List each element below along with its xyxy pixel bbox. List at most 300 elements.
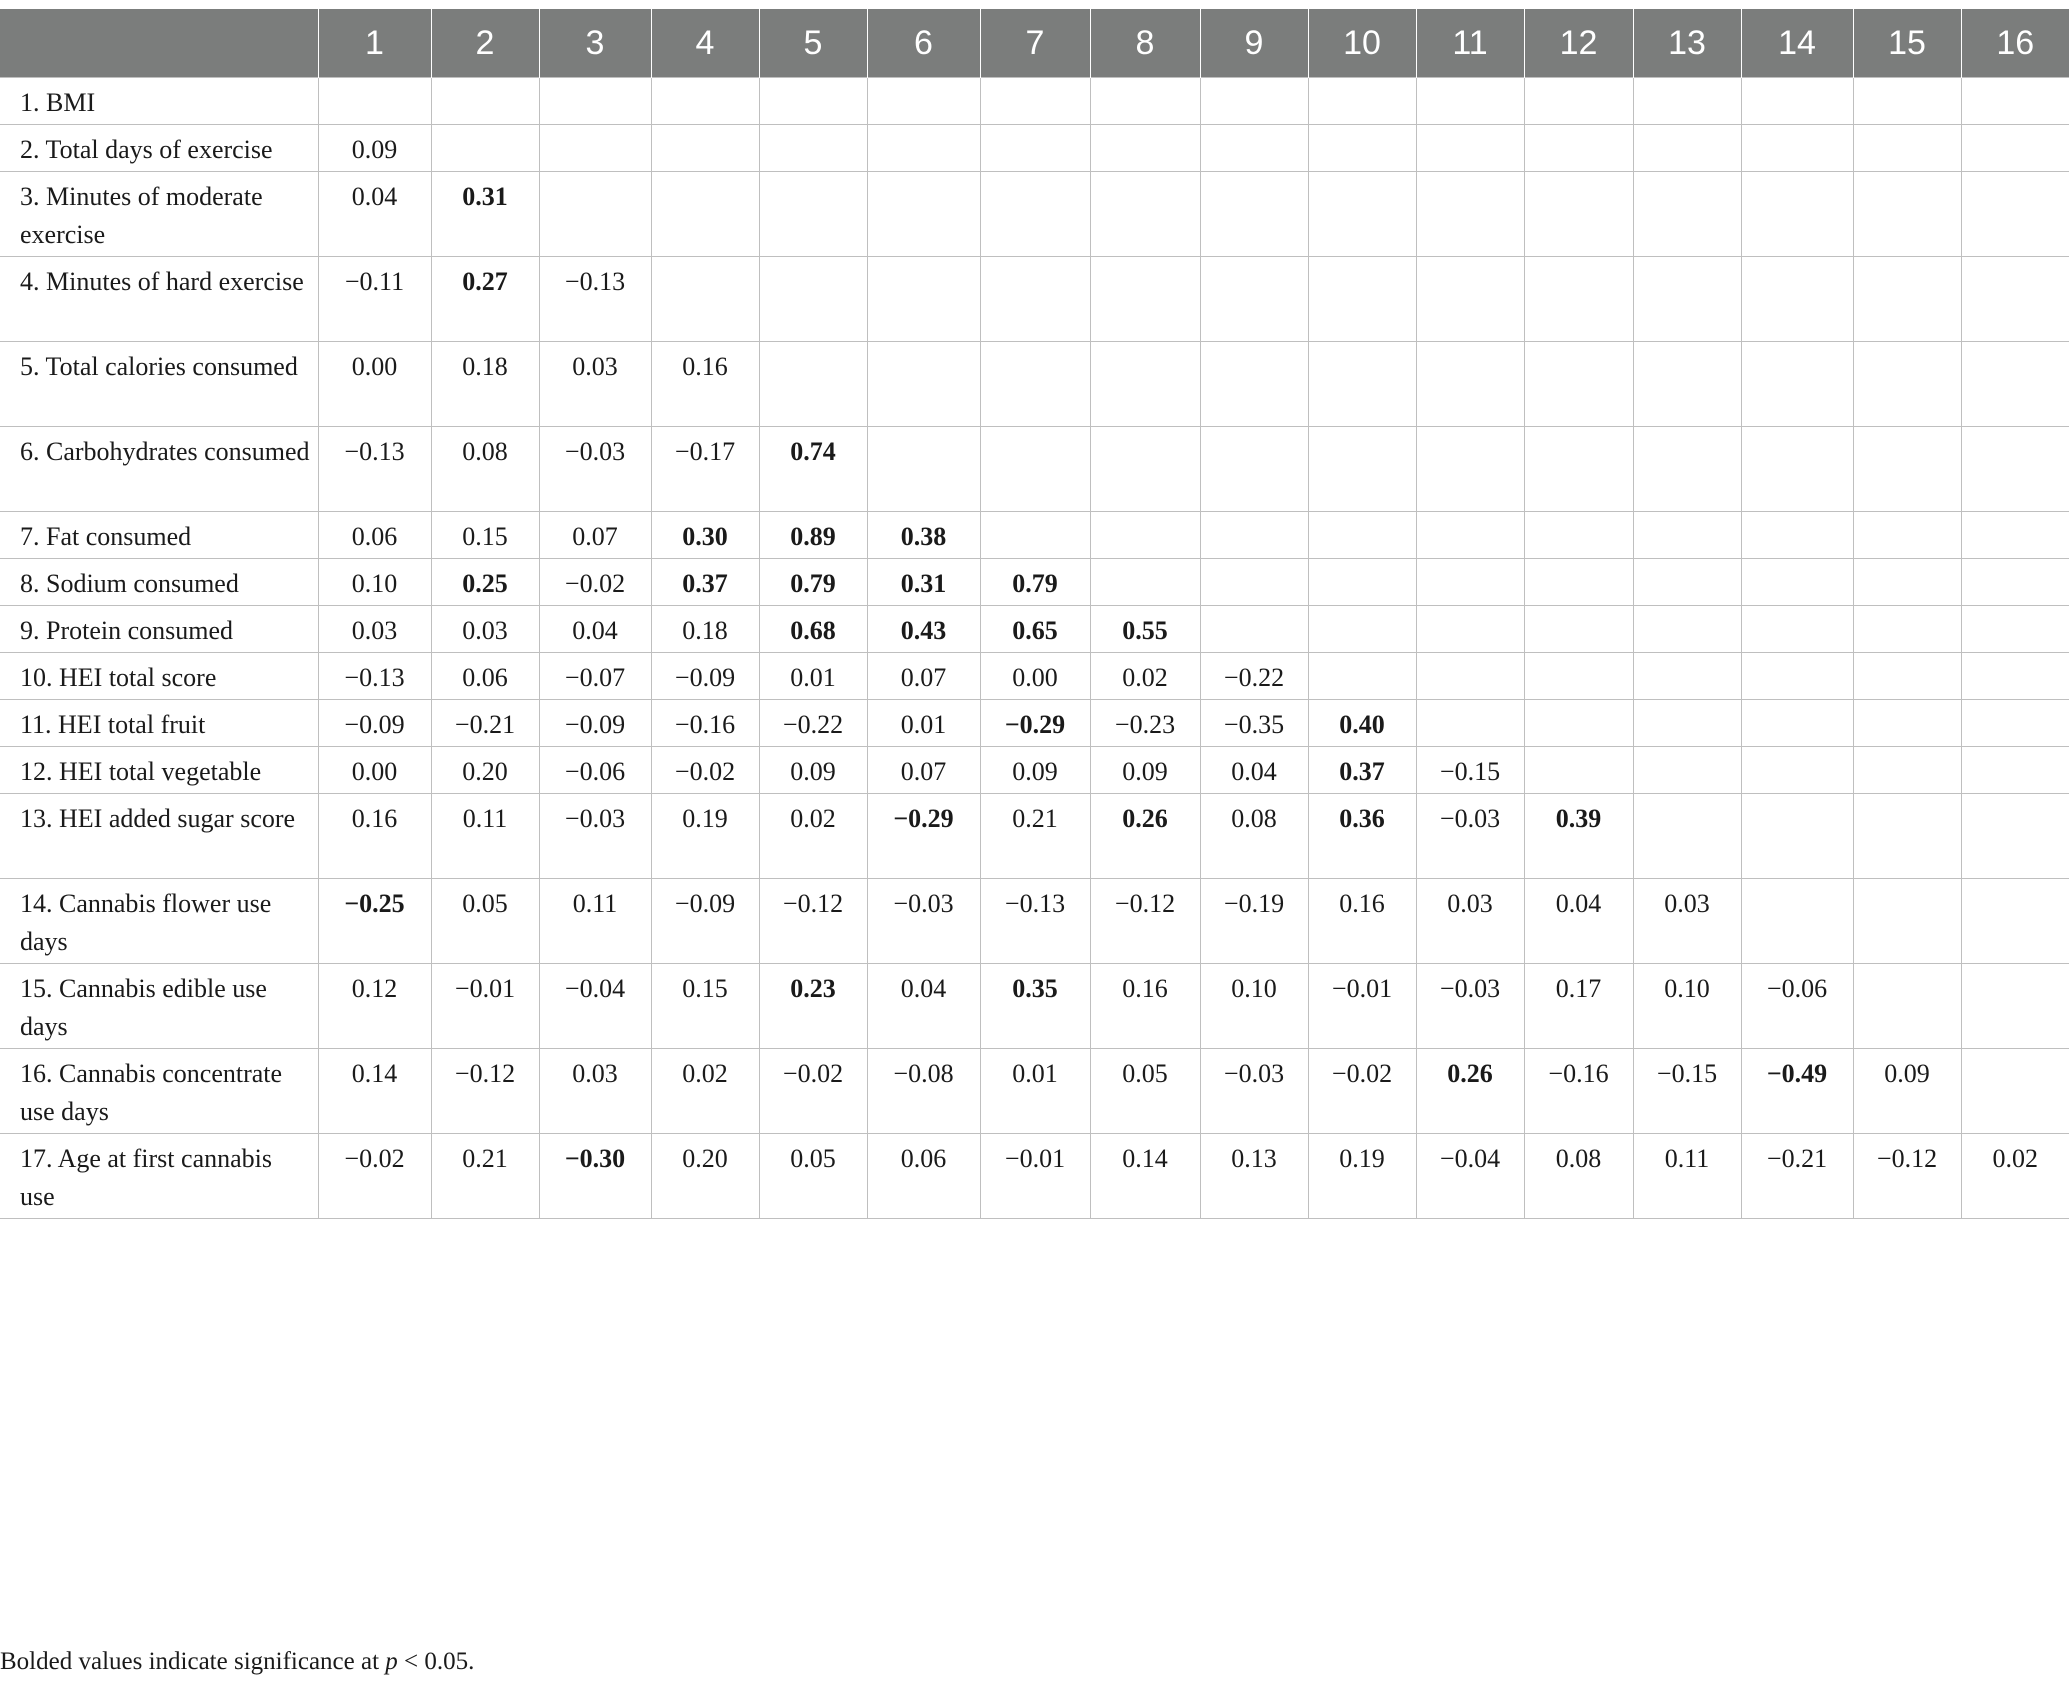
cell-value: 0.14: [1122, 1144, 1168, 1173]
cell-value: 0.06: [900, 1144, 947, 1173]
empty-cell: [1633, 427, 1741, 512]
empty-cell: [651, 125, 759, 172]
cell-value: 0.13: [1231, 1144, 1277, 1173]
table-cell: [318, 879, 431, 964]
cell-value: 0.03: [351, 616, 398, 645]
cell-value: 0.16: [1122, 974, 1168, 1003]
table-cell: [1200, 653, 1308, 700]
empty-cell: [1090, 172, 1200, 257]
empty-cell: [1524, 257, 1633, 342]
cell-value: 0.06: [462, 663, 508, 692]
table-cell: [539, 342, 651, 427]
cell-value: 0.09: [1012, 757, 1058, 786]
row-label: 8. Sodium consumed: [0, 559, 318, 606]
cell-value: −0.12: [454, 1059, 516, 1088]
cell-value: −0.23: [1114, 710, 1176, 739]
table-cell: [539, 1134, 651, 1219]
cell-value: 0.05: [462, 889, 508, 918]
empty-cell: [1961, 125, 2069, 172]
empty-cell: [1633, 794, 1741, 879]
empty-cell: [1741, 78, 1853, 125]
empty-cell: [980, 125, 1090, 172]
empty-cell: [1524, 747, 1633, 794]
header-cell-5: 5: [759, 9, 867, 78]
empty-cell: [1853, 257, 1961, 342]
empty-cell: [1524, 512, 1633, 559]
table-cell: [1633, 1134, 1741, 1219]
empty-cell: [1961, 342, 2069, 427]
empty-cell: [1308, 78, 1416, 125]
table-cell: [867, 653, 980, 700]
empty-cell: [1961, 559, 2069, 606]
table-cell: [318, 1134, 431, 1219]
table-cell: [1633, 1049, 1741, 1134]
empty-cell: [1416, 125, 1524, 172]
table-row: [0, 747, 2069, 794]
table-cell: [1090, 794, 1200, 879]
header-cell-4: 4: [651, 9, 759, 78]
empty-cell: [1524, 559, 1633, 606]
header-cell-10: 10: [1308, 9, 1416, 78]
empty-cell: [1090, 125, 1200, 172]
empty-cell: [1741, 427, 1853, 512]
cell-value: 0.03: [572, 352, 618, 381]
cell-value: 0.04: [900, 974, 947, 1003]
empty-cell: [759, 125, 867, 172]
header-cell-1: 1: [318, 9, 431, 78]
empty-cell: [1633, 257, 1741, 342]
empty-cell: [539, 125, 651, 172]
cell-value: −0.03: [1439, 804, 1501, 833]
cell-value: 0.19: [682, 804, 728, 833]
cell-value: 0.07: [900, 757, 947, 786]
empty-cell: [1741, 879, 1853, 964]
empty-cell: [867, 427, 980, 512]
table-row: [0, 794, 2069, 879]
cell-value: −0.13: [344, 663, 405, 692]
cell-value: −0.13: [1004, 889, 1066, 918]
table-cell: [431, 794, 539, 879]
empty-cell: [1200, 427, 1308, 512]
row-label: 2. Total days of exercise: [0, 125, 318, 172]
table-cell: [1308, 879, 1416, 964]
table-cell: [539, 257, 651, 342]
row-label: 9. Protein consumed: [0, 606, 318, 653]
row-label: 7. Fat consumed: [0, 512, 318, 559]
table-cell: [1200, 964, 1308, 1049]
empty-cell: [1741, 512, 1853, 559]
table-cell: [539, 964, 651, 1049]
table-cell: [1961, 1134, 2069, 1219]
table-row: [0, 1049, 2069, 1134]
empty-cell: [539, 78, 651, 125]
empty-cell: [1416, 427, 1524, 512]
empty-cell: [1961, 78, 2069, 125]
table-cell: [1524, 1134, 1633, 1219]
empty-cell: [1200, 125, 1308, 172]
table-cell: [431, 257, 539, 342]
header-row: [0, 9, 2069, 78]
empty-cell: [1633, 125, 1741, 172]
empty-cell: [1416, 606, 1524, 653]
empty-cell: [1633, 512, 1741, 559]
table-row: [0, 78, 2069, 125]
empty-cell: [759, 172, 867, 257]
cell-value: 0.11: [1664, 1144, 1710, 1173]
empty-cell: [980, 512, 1090, 559]
cell-value: −0.02: [1331, 1059, 1393, 1088]
empty-cell: [759, 78, 867, 125]
cell-value: 0.01: [900, 710, 947, 739]
table-cell: [318, 342, 431, 427]
empty-cell: [1416, 172, 1524, 257]
cell-value: 0.19: [1339, 1144, 1385, 1173]
empty-cell: [759, 257, 867, 342]
cell-value: 0.21: [462, 1144, 508, 1173]
empty-cell: [1633, 559, 1741, 606]
cell-value: 0.00: [351, 757, 398, 786]
table-cell: [867, 700, 980, 747]
table-cell: [651, 342, 759, 427]
table-cell: [1090, 1134, 1200, 1219]
significant-value: 0.31: [462, 182, 508, 211]
empty-cell: [1090, 512, 1200, 559]
table-cell: [1308, 964, 1416, 1049]
empty-cell: [1200, 257, 1308, 342]
empty-cell: [1741, 794, 1853, 879]
table-cell: [980, 606, 1090, 653]
cell-value: −0.13: [344, 437, 405, 466]
empty-cell: [1961, 794, 2069, 879]
significant-value: 0.55: [1122, 616, 1168, 645]
empty-cell: [1853, 653, 1961, 700]
empty-cell: [1524, 125, 1633, 172]
empty-cell: [1416, 559, 1524, 606]
table-cell: [539, 879, 651, 964]
significant-value: 0.38: [900, 522, 947, 551]
empty-cell: [1741, 747, 1853, 794]
table-cell: [1090, 700, 1200, 747]
empty-cell: [1308, 172, 1416, 257]
table-cell: [318, 427, 431, 512]
cell-value: 0.11: [572, 889, 618, 918]
header-cell-9: 9: [1200, 9, 1308, 78]
table-cell: [1524, 879, 1633, 964]
table-row: [0, 1134, 2069, 1219]
cell-value: −0.15: [1439, 757, 1501, 786]
table-cell: [431, 559, 539, 606]
empty-cell: [1524, 427, 1633, 512]
table-cell: [1741, 1049, 1853, 1134]
cell-value: −0.08: [893, 1059, 954, 1088]
header-cell-8: 8: [1090, 9, 1200, 78]
cell-value: 0.08: [1555, 1144, 1602, 1173]
cell-value: −0.12: [1114, 889, 1176, 918]
table-cell: [651, 879, 759, 964]
table-cell: [759, 1049, 867, 1134]
table-row: [0, 512, 2069, 559]
cell-value: 0.07: [572, 522, 618, 551]
row-label: 5. Total calories consumed: [0, 342, 318, 427]
cell-value: −0.19: [1223, 889, 1285, 918]
row-label: 11. HEI total fruit: [0, 700, 318, 747]
cell-value: −0.04: [1439, 1144, 1501, 1173]
cell-value: −0.21: [1766, 1144, 1828, 1173]
empty-cell: [1853, 700, 1961, 747]
table-cell: [867, 512, 980, 559]
empty-cell: [1741, 700, 1853, 747]
cell-value: −0.01: [454, 974, 516, 1003]
cell-value: 0.03: [1664, 889, 1710, 918]
significant-value: 0.35: [1012, 974, 1058, 1003]
significant-value: 0.39: [1555, 804, 1602, 833]
empty-cell: [431, 125, 539, 172]
cell-value: 0.16: [1339, 889, 1385, 918]
significant-value: 0.79: [790, 569, 836, 598]
empty-cell: [1308, 257, 1416, 342]
table-cell: [1090, 653, 1200, 700]
cell-value: 0.08: [462, 437, 508, 466]
significant-value: 0.31: [900, 569, 947, 598]
empty-cell: [1200, 512, 1308, 559]
empty-cell: [1961, 700, 2069, 747]
significant-value: −0.29: [893, 804, 954, 833]
table-cell: [1090, 964, 1200, 1049]
header-cell-11: 11: [1416, 9, 1524, 78]
table-cell: [539, 606, 651, 653]
header-cell-12: 12: [1524, 9, 1633, 78]
row-label: 14. Cannabis flower use days: [0, 879, 318, 964]
empty-cell: [1308, 125, 1416, 172]
header-cell-13: 13: [1633, 9, 1741, 78]
table-cell: [539, 1049, 651, 1134]
table-cell: [539, 653, 651, 700]
empty-cell: [1633, 78, 1741, 125]
table-cell: [318, 1049, 431, 1134]
cell-value: 0.01: [1012, 1059, 1058, 1088]
header-cell-7: 7: [980, 9, 1090, 78]
table-body: [0, 78, 2069, 1219]
table-cell: [980, 653, 1090, 700]
empty-cell: [1853, 125, 1961, 172]
table-cell: [1741, 1134, 1853, 1219]
table-cell: [980, 794, 1090, 879]
empty-cell: [1524, 172, 1633, 257]
table-cell: [1090, 606, 1200, 653]
table-cell: [431, 653, 539, 700]
table-cell: [759, 427, 867, 512]
empty-cell: [1853, 78, 1961, 125]
empty-cell: [1200, 342, 1308, 427]
empty-cell: [1741, 257, 1853, 342]
empty-cell: [1853, 427, 1961, 512]
table-cell: [318, 964, 431, 1049]
empty-cell: [1524, 78, 1633, 125]
cell-value: 0.02: [682, 1059, 728, 1088]
table-cell: [759, 964, 867, 1049]
empty-cell: [1308, 342, 1416, 427]
cell-value: 0.16: [351, 804, 398, 833]
empty-cell: [980, 78, 1090, 125]
cell-value: 0.08: [1231, 804, 1277, 833]
cell-value: 0.12: [351, 974, 398, 1003]
empty-cell: [1741, 559, 1853, 606]
significant-value: 0.68: [790, 616, 836, 645]
cell-value: −0.03: [564, 437, 626, 466]
header-cell-6: 6: [867, 9, 980, 78]
empty-cell: [1961, 172, 2069, 257]
cell-value: 0.04: [1555, 889, 1602, 918]
header-cell-label: [0, 9, 318, 78]
cell-value: −0.02: [344, 1144, 405, 1173]
table-cell: [651, 512, 759, 559]
empty-cell: [1633, 653, 1741, 700]
table-cell: [318, 653, 431, 700]
table-cell: [539, 512, 651, 559]
table-cell: [651, 1134, 759, 1219]
table-cell: [1633, 964, 1741, 1049]
empty-cell: [759, 342, 867, 427]
empty-cell: [1853, 794, 1961, 879]
empty-cell: [1741, 342, 1853, 427]
cell-value: −0.01: [1004, 1144, 1066, 1173]
table-cell: [1090, 747, 1200, 794]
table-cell: [1200, 794, 1308, 879]
table-cell: [539, 427, 651, 512]
table-cell: [1200, 879, 1308, 964]
significant-value: 0.27: [462, 267, 508, 296]
empty-cell: [1741, 172, 1853, 257]
table-cell: [980, 1049, 1090, 1134]
significant-value: 0.37: [682, 569, 728, 598]
empty-cell: [1308, 512, 1416, 559]
significant-value: 0.74: [790, 437, 836, 466]
table-cell: [1308, 1134, 1416, 1219]
cell-value: −0.07: [564, 663, 626, 692]
table-row: [0, 342, 2069, 427]
table-cell: [867, 879, 980, 964]
cell-value: 0.04: [351, 182, 398, 211]
cell-value: −0.09: [674, 663, 736, 692]
cell-value: 0.03: [462, 616, 508, 645]
row-label: 6. Carbohydrates consumed: [0, 427, 318, 512]
correlation-table: [0, 9, 2069, 1219]
empty-cell: [1961, 964, 2069, 1049]
empty-cell: [1853, 342, 1961, 427]
empty-cell: [1308, 559, 1416, 606]
cell-value: −0.03: [893, 889, 954, 918]
table-cell: [1853, 1134, 1961, 1219]
empty-cell: [1524, 700, 1633, 747]
cell-value: 0.11: [462, 804, 508, 833]
cell-value: 0.00: [351, 352, 398, 381]
header-cell-15: 15: [1853, 9, 1961, 78]
empty-cell: [651, 78, 759, 125]
row-label: 12. HEI total vegetable: [0, 747, 318, 794]
table-cell: [759, 653, 867, 700]
empty-cell: [1853, 559, 1961, 606]
empty-cell: [1090, 342, 1200, 427]
cell-value: 0.16: [682, 352, 728, 381]
table-cell: [318, 747, 431, 794]
table-cell: [539, 794, 651, 879]
significant-value: 0.23: [790, 974, 836, 1003]
cell-value: 0.02: [790, 804, 836, 833]
cell-value: −0.16: [674, 710, 736, 739]
header-cell-2: 2: [431, 9, 539, 78]
table-cell: [1416, 1134, 1524, 1219]
significant-value: 0.37: [1339, 757, 1385, 786]
table-cell: [651, 700, 759, 747]
cell-value: 0.10: [1231, 974, 1277, 1003]
cell-value: −0.09: [564, 710, 626, 739]
table-cell: [431, 342, 539, 427]
table-cell: [1308, 794, 1416, 879]
empty-cell: [1524, 653, 1633, 700]
significant-value: 0.26: [1447, 1059, 1493, 1088]
header-cell-16: 16: [1961, 9, 2069, 78]
cell-value: −0.35: [1223, 710, 1285, 739]
empty-cell: [1633, 747, 1741, 794]
significant-value: −0.25: [344, 889, 405, 918]
empty-cell: [1200, 606, 1308, 653]
empty-cell: [1961, 427, 2069, 512]
table-cell: [867, 794, 980, 879]
empty-cell: [1853, 172, 1961, 257]
footnote-suffix: < 0.05.: [397, 1648, 475, 1675]
table-cell: [318, 257, 431, 342]
cell-value: 0.10: [351, 569, 398, 598]
table-cell: [318, 559, 431, 606]
table-cell: [867, 747, 980, 794]
row-label: 10. HEI total score: [0, 653, 318, 700]
cell-value: 0.00: [1012, 663, 1058, 692]
cell-value: −0.03: [1223, 1059, 1285, 1088]
empty-cell: [1090, 78, 1200, 125]
cell-value: 0.18: [462, 352, 508, 381]
cell-value: −0.11: [344, 267, 405, 296]
empty-cell: [1308, 606, 1416, 653]
table-row: [0, 427, 2069, 512]
cell-value: −0.17: [674, 437, 736, 466]
table-row: [0, 172, 2069, 257]
cell-value: 0.20: [682, 1144, 728, 1173]
table-cell: [431, 512, 539, 559]
table-cell: [651, 794, 759, 879]
cell-value: 0.21: [1012, 804, 1058, 833]
significant-value: 0.65: [1012, 616, 1058, 645]
cell-value: −0.02: [564, 569, 626, 598]
table-cell: [651, 606, 759, 653]
empty-cell: [1524, 342, 1633, 427]
cell-value: 0.05: [1122, 1059, 1168, 1088]
cell-value: −0.02: [782, 1059, 844, 1088]
empty-cell: [651, 257, 759, 342]
table-cell: [867, 1049, 980, 1134]
empty-cell: [1853, 512, 1961, 559]
empty-cell: [318, 78, 431, 125]
cell-value: −0.03: [1439, 974, 1501, 1003]
empty-cell: [1961, 879, 2069, 964]
table-row: [0, 700, 2069, 747]
row-label: 16. Cannabis concentrate use days: [0, 1049, 318, 1134]
row-label: 4. Minutes of hard exercise: [0, 257, 318, 342]
table-cell: [431, 1134, 539, 1219]
table-cell: [1524, 794, 1633, 879]
significant-value: 0.79: [1012, 569, 1058, 598]
empty-cell: [1416, 512, 1524, 559]
empty-cell: [1090, 559, 1200, 606]
